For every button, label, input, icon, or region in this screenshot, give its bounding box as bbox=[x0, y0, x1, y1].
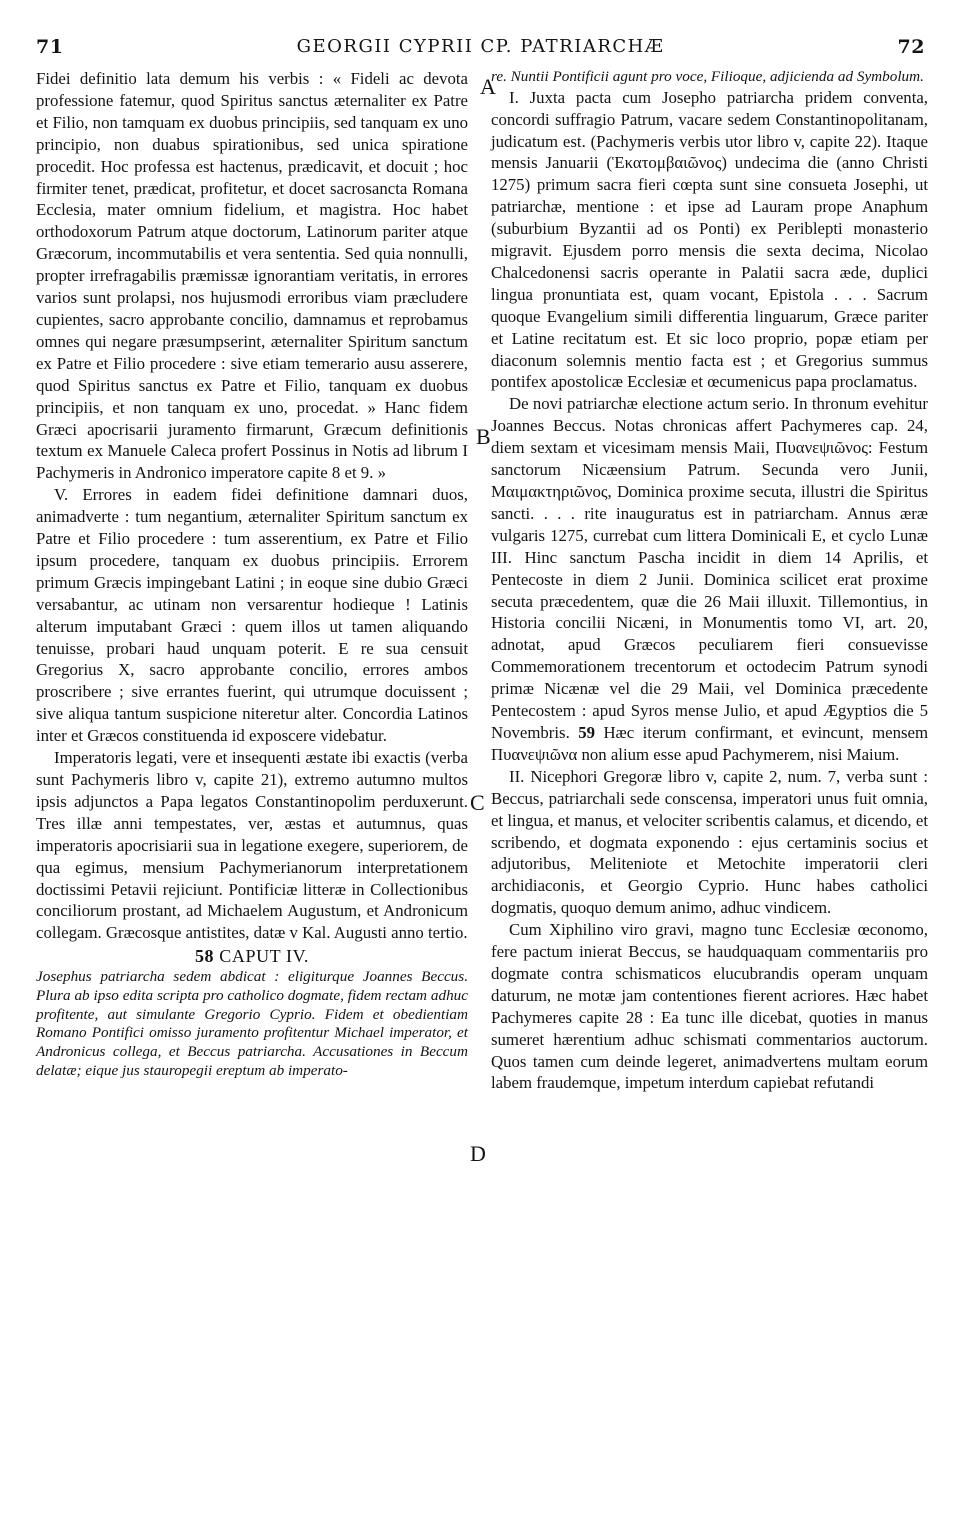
chapter-summary: Josephus patriarcha sedem abdicat : eligiturque Joannes Beccus. Plura ab ipso edita scripta pro catholico dogmate, fidem rectam adhuc profitente, aut simulante Gregorio Cyprio. Fidem et obedientiam Romano Pontifici omisso juramento profitentur Michael imperator, et Andronicus collega, et Beccus patriarcha. Accusationes in Beccum delatæ; eique jus stauropegii ereptum ab imperato- bbox=[36, 968, 468, 1079]
right-column bbox=[491, 68, 928, 1094]
page-number-left: 71 bbox=[36, 36, 64, 58]
page-number-right: 72 bbox=[897, 36, 925, 58]
chapter-marginal-number: 58 bbox=[194, 946, 215, 967]
chapter-summary-continued: re. Nuntii Pontificii agunt pro voce, Filioque, adjicienda ad Symbolum. bbox=[491, 68, 924, 85]
paragraph-marginal-number: 59 bbox=[578, 722, 595, 742]
right-paragraph-vacancy: I. Juxta pacta cum Josepho patriarcha pridem conventa, concordi suffragio Patrum, vacare sedem Constantinopolitanam, judicatum est. (Pachymeris verbis utor libro v, capite 22). Itaque mensis Januarii (Ἑκατομβαιῶνος) undecima die (anno Christi 1275) primum sacra fieri cœpta sunt sine consueta Josephi, ut patriarchæ, mentione : et ipse ad Lauram prope Anaphum (suburbium Byzantii ad os Ponti) ex Periblepti monasterio migravit. Ejusdem porro mensis die sexta decima, Nicolao Chalcedonensi sacris operante in Palatii sacra æde, duplici lingua pronuntiata est, quam vocant, Epistola . . . Sacrum quoque Evangelium simili differentia linguarum, Græce pariter et Latine recitatum est. Et sic loco proprio, popæ etiam per diaconum solemnis mentio facta est ; et Gregorius summus pontifex apostolicæ Ecclesiæ et œcumenicus papa proclamatus. bbox=[491, 87, 928, 392]
margin-letter-c: C bbox=[470, 790, 485, 815]
running-title: GEORGII CYPRII CP. PATRIARCHÆ bbox=[296, 36, 665, 57]
margin-letter-d: D bbox=[470, 1141, 486, 1166]
right-paragraph-election bbox=[491, 393, 928, 765]
left-paragraph-legates: Imperatoris legati, vere et insequenti æstate ibi exactis (verba sunt Pachymeris libro v, capite 21), extremo autumno multos ipsis adjunctos a Papa legatos Constantinopolim perduxerunt. Tres illæ anni tempestates, ver, æstas et autumnus, quas imperatoris apocrisiarii sua in legatione exegere, superiorem, de qua egimus, mensium Pachymerianorum interpretationem doctissimi Petavii rejiciunt. Pontificiæ litteræ in Collectionibus conciliorum prostant, ad Michaelem Augustum, et Andronicum collegam. Græcosque antistites, datæ v Kal. Augusti anno tertio. bbox=[36, 748, 468, 943]
right-paragraph-gregoras: II. Nicephori Gregoræ libro v, capite 2, num. 7, verba sunt : Beccus, patriarchali sede conscensa, imperatori unus fuit omnia, et lingua, et manus, et velociter scribentis calamus, et dicendo, et scribendo, et dogmata exponendo : ejus certaminis socius et adjutoribus, Meliteniote et Metochite imperatorii cleri archidiaconis, et Georgio Cyprio. Hunc habes catholici dogmatis, quoquo demum animo, adhuc vindicem. bbox=[491, 766, 928, 918]
election-text-end: Hæc iterum confirmant, et evincunt, mensem Πυανεψιῶνα non alium esse apud Pachymerem, nisi Maium. bbox=[491, 722, 928, 764]
chapter-title: CAPUT IV. bbox=[219, 946, 310, 967]
left-paragraph-definition: Fidei definitio lata demum his verbis : « Fideli ac devota professione fatemur, quod Spiritus sanctus æternaliter ex Patre et Filio, non tamquam ex duobus principiis, sed tanquam ex uno principio, non duabus spirationibus, sed unica spiratione procedit. Hoc professa est hactenus, prædicavit, et docuit ; hoc firmiter tenet, prædicat, profitetur, et docet sacrosancta Romana Ecclesia, mater omnium fidelium, et magistra. Hoc habet orthodoxorum Patrum atque doctorum, Latinorum pariter atque Græcorum, incommutabilis et vera sententia. Sed quia nonnulli, propter irrefragabilis præmissæ ignorantiam veritatis, in errores varios sunt prolapsi, nos hujusmodi erroribus viam præcludere cupientes, sacro approbante concilio, damnamus et reprobamus omnes qui negare præsumpserint, æternaliter Spiritum sanctum ex Patre et Filio procedere : sive etiam temerario ausu asserere, quod Spiritus sanctus ex Patre et Filio, tanquam ex duobus principiis, et non tanquam ex uno, procedat. » Hanc fidem Græci apocrisarii juramento firmarunt, Græcum definitionis textum ex Manuele Caleca profert Possinus in Notis ad librum I Pachymeris in Andronico imperatore capite 8 et 9. » bbox=[36, 69, 468, 483]
chapter-heading bbox=[36, 946, 468, 968]
margin-letter-a: A bbox=[480, 74, 496, 99]
left-paragraph-errors: V. Errores in eadem fidei definitione damnari duos, animadverte : tum negantium, æternaliter Spiritum sanctum ex Patre et Filio procedere : tum asserentium, ex Patre et Filio ipsum procedere, tanquam ex duobus principiis. Errorem primum Græcis impingebant Latini ; in eoque sine dubio Græci versabantur, ac utinam non versarentur hodieque ! Latinis alterum imputabant Græci : quem illos ut tamen aliquando tenuisse, probari haud unquam poterit. E re sua censuit Gregorius X, sacro approbante concilio, errores ambos proscribere ; sive errantes fuerint, qui utrumque docuissent ; sive aliqua tantum suspicione niteretur alter. Concordia Latinos inter et Græcos constituenda id exposcere videbatur. bbox=[36, 485, 468, 746]
running-header bbox=[36, 30, 925, 64]
right-paragraph-xiphilinus: Cum Xiphilino viro gravi, magno tunc Ecclesiæ œconomo, fere pactum inierat Beccus, se haudquaquam commentariis pro dogmate contra schismaticos elucubrandis operam unquam daturum, ne motæ jam contentiones fierent acriores. Hæc habet Pachymeres capite 28 : Ea tunc ille dicebat, quoties in manus sumeret hærentium adhuc schismati commentarios auctorum. Quos tamen cum deinde legeret, animadvertens multam eorum labem fraudemque, impetum interdum capiebat refutandi bbox=[491, 920, 928, 1093]
margin-letter-b: B bbox=[476, 424, 491, 449]
left-column bbox=[36, 68, 468, 1080]
election-text: De novi patriarchæ electione actum serio. In thronum evehitur Joannes Beccus. Notas chronicas affert Pachymeres cap. 24, diem sextam et vicesimam mensis Maii, Πυανεψιῶνος: Festum sanctorum Nicæensium Patrum. Secunda vero Junii, Μαιμακτηριῶνος, Dominica proxime secuta, illustri die Spiritus sancti. . . . rite inauguratus est in patriarcham. Annus æræ vulgaris 1275, currebat cum littera Dominicali E, et cyclo Lunæ III. Hinc sanctum Pascha incidit in diem 14 Aprilis, et Pentecoste in diem 2 Junii. Dominica scilicet erat proxime secuta præcedentem, quæ die 26 Maii illuxit. Tillemontius, in Historia concilii Nicæni, in Monumentis tomo VI, art. 20, adnotat, apud Græcos peculiarem fieri consuevisse Commemorationem trecentorum et octodecim Patrum synodi primæ Nicænæ vel die 29 Maii, vel Dominica præcedente Pentecostem : apud Syros mense Julio, et apud Ægyptios die 5 Novembris. bbox=[491, 394, 928, 742]
